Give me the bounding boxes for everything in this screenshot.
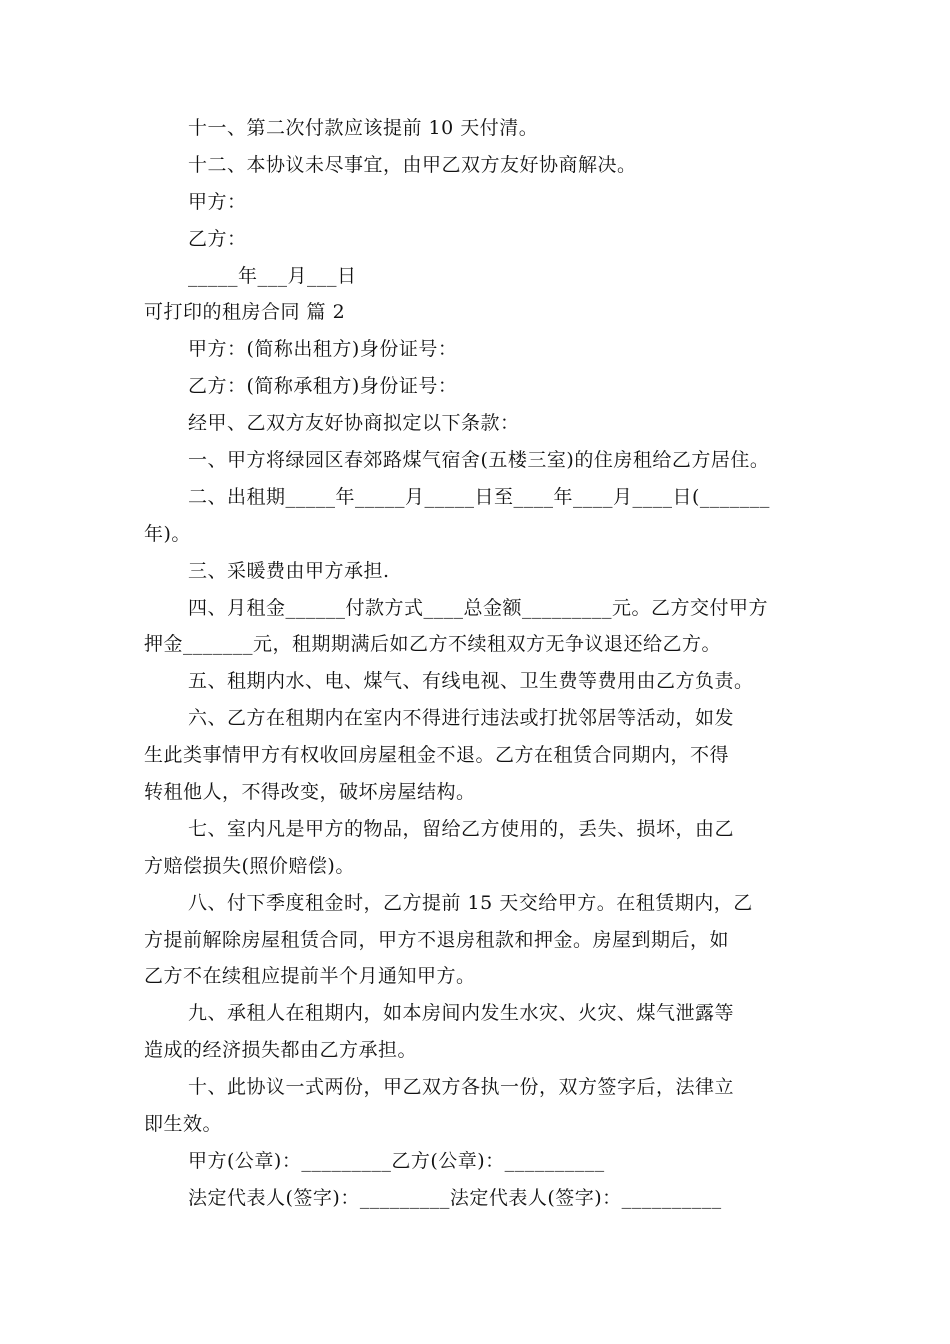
party-a-label: 甲方： [188,191,247,213]
clause-7: 七、室内凡是甲方的物品，留给乙方使用的，丢失、损坏，由乙 [188,818,735,840]
preamble: 经甲、乙双方友好协商拟定以下条款： [188,412,520,434]
clause-2-cont: 年)。 [144,523,191,545]
clause-9: 九、承租人在租期内，如本房间内发生水灾、火灾、煤气泄露等 [188,1002,735,1024]
clause-8-cont-2: 乙方不在续租应提前半个月通知甲方。 [144,965,476,987]
party-a-id: 甲方：(简称出租方)身份证号： [188,338,458,360]
clause-7-cont: 方赔偿损失(照价赔偿)。 [144,855,355,877]
clause-6-cont-2: 转租他人，不得改变，破坏房屋结构。 [144,781,476,803]
clause-6-cont-1: 生此类事情甲方有权收回房屋租金不退。乙方在租赁合同期内，不得 [144,744,730,766]
clause-3: 三、采暖费由甲方承担. [188,560,390,582]
section-heading: 可打印的租房合同 篇 2 [144,301,346,323]
clause-1: 一、甲方将绿园区春郊路煤气宿舍(五楼三室)的住房租给乙方居住。 [188,449,770,471]
party-b-id: 乙方：(简称承租方)身份证号： [188,375,458,397]
clause-8: 八、付下季度租金时，乙方提前 15 天交给甲方。在租赁期内，乙 [188,892,753,914]
clause-10: 十、此协议一式两份，甲乙双方各执一份，双方签字后，法律立 [188,1076,735,1098]
clause-5: 五、租期内水、电、煤气、有线电视、卫生费等费用由乙方负责。 [188,670,754,692]
date-line: _____年___月___日 [188,265,357,287]
party-b-label: 乙方： [188,228,247,250]
seal-line: 甲方(公章)：_________乙方(公章)：__________ [188,1150,605,1172]
clause-11: 十一、第二次付款应该提前 10 天付清。 [188,117,539,139]
clause-9-cont: 造成的经济损失都由乙方承担。 [144,1039,418,1061]
signature-line: 法定代表人(签字)：_________法定代表人(签字)：__________ [188,1187,722,1209]
clause-2: 二、出租期_____年_____月_____日至____年____月____日(_______ [188,486,770,508]
clause-4-cont: 押金_______元，租期期满后如乙方不续租双方无争议退还给乙方。 [144,633,722,655]
clause-12: 十二、本协议未尽事宜，由甲乙双方友好协商解决。 [188,154,637,176]
clause-10-cont: 即生效。 [144,1113,223,1135]
clause-6: 六、乙方在租期内在室内不得进行违法或打扰邻居等活动，如发 [188,707,735,729]
clause-4: 四、月租金______付款方式____总金额_________元。乙方交付甲方 [188,597,769,619]
clause-8-cont-1: 方提前解除房屋租赁合同，甲方不退房租款和押金。房屋到期后，如 [144,929,730,951]
